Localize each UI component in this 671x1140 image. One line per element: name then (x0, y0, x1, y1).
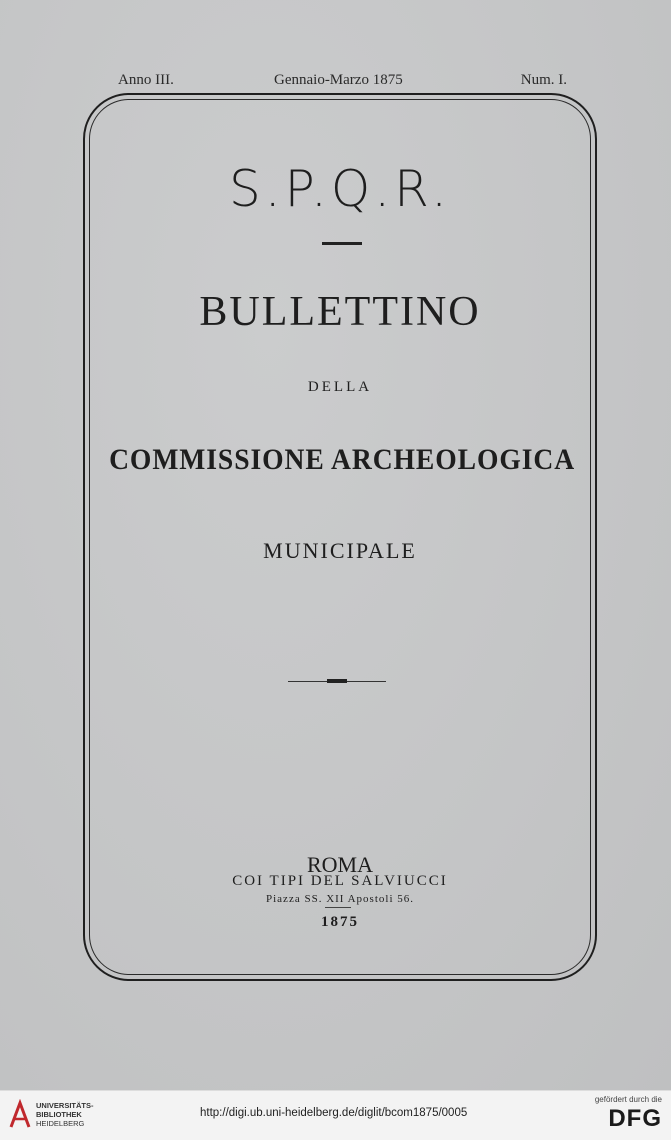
della-text: DELLA (307, 379, 373, 395)
university-library-logo-icon[interactable] (8, 1099, 32, 1131)
issue-date: Gennaio-Marzo 1875 (274, 72, 403, 88)
library-name[interactable]: UNIVERSITÄTS- BIBLIOTHEK HEIDELBERG (36, 1101, 94, 1128)
issue-number: Num. I. (520, 72, 567, 88)
bulletin-title: BULLETTINO (199, 289, 481, 335)
printer-imprint: COI TIPI DEL SALVIUCCI (232, 873, 448, 889)
small-rule (325, 907, 351, 908)
commission-title: COMMISSIONE ARCHEOLOGICA (109, 443, 576, 476)
running-header (118, 72, 567, 92)
dfg-logo[interactable]: DFG (608, 1105, 662, 1132)
publication-year: 1875 (321, 914, 359, 930)
divider-rule (322, 242, 362, 245)
page-frame-inner (89, 99, 591, 975)
spqr-heading: S.P.Q.R. (229, 160, 451, 218)
permalink-url[interactable]: http://digi.ub.uni-heidelberg.de/diglit/bcom1875/0005 (200, 1107, 468, 1119)
city-imprint: ROMA (306, 852, 373, 877)
volume-label: Anno III. (118, 72, 174, 88)
funding-label: gefördert durch die (594, 1095, 662, 1104)
viewer-footer (0, 1090, 671, 1140)
printer-address: Piazza SS. XII Apostoli 56. (266, 893, 414, 905)
ornament-rule-center (327, 679, 347, 683)
municipal-title: MUNICIPALE (263, 538, 417, 563)
